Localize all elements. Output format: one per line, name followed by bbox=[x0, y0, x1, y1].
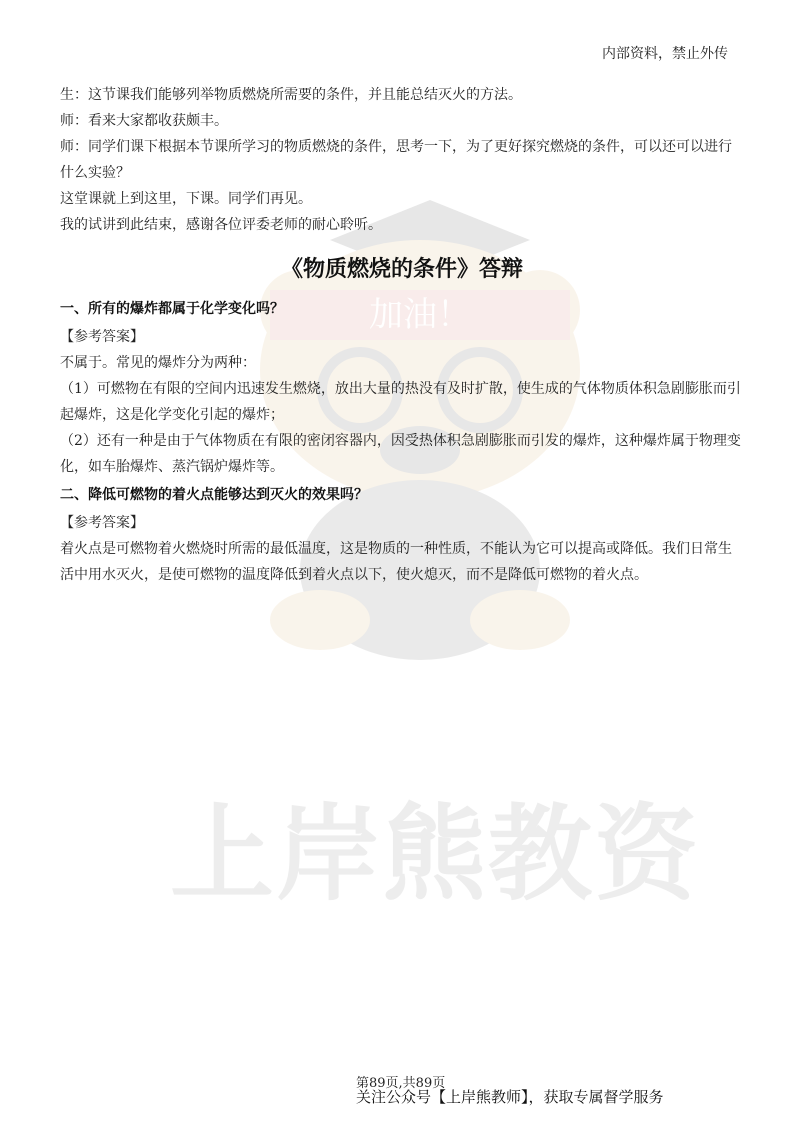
header-note: 内部资料，禁止外传 bbox=[602, 46, 728, 62]
answer-2-text: 着火点是可燃物着火燃烧时所需的最低温度，这是物质的一种性质，不能认为它可以提高或降低。我们日常生活中用水灭火，是使可燃物的温度降低到着火点以下，使火熄灭，而不是降低可燃物的着火点。 bbox=[60, 541, 732, 583]
footer-follow-text: 关注公众号【上岸熊教师】，获取专属督学服务 bbox=[356, 1088, 664, 1106]
watermark-text: 上岸熊教资 bbox=[170, 793, 701, 915]
answer-1-line: 不属于。常见的爆炸分为两种： bbox=[60, 355, 256, 371]
answer-1-line: （2）还有一种是由于气体物质在有限的密闭容器内，因受热体积急剧膨胀而引发的爆炸，这种爆炸属于物理变化，如车胎爆炸、蒸汽锅炉爆炸等。 bbox=[60, 433, 741, 475]
document-content bbox=[60, 82, 744, 588]
intro-line: 这堂课就上到这里，下课。同学们再见。 bbox=[60, 191, 312, 207]
page-number: 第89页,共89页 bbox=[356, 1076, 446, 1091]
section-title: 《物质燃烧的条件》答辩 bbox=[280, 257, 523, 282]
question-2: 二、降低可燃物的着火点能够达到灭火的效果吗？ bbox=[60, 487, 368, 503]
answer-label-1: 【参考答案】 bbox=[60, 329, 144, 345]
question-1: 一、所有的爆炸都属于化学变化吗？ bbox=[60, 301, 284, 317]
intro-line: 师：看来大家都收获颇丰。 bbox=[60, 113, 228, 129]
answer-1-line: （1）可燃物在有限的空间内迅速发生燃烧，放出大量的热没有及时扩散，使生成的气体物质体积急剧膨胀而引起爆炸，这是化学变化引起的爆炸； bbox=[60, 381, 741, 423]
answer-label-2: 【参考答案】 bbox=[60, 515, 144, 531]
intro-line: 师：同学们课下根据本节课所学习的物质燃烧的条件，思考一下，为了更好探究燃烧的条件，可以还可以进行什么实验？ bbox=[60, 139, 732, 181]
watermark-badge-text: 加油！ bbox=[369, 295, 471, 335]
intro-line: 我的试讲到此结束，感谢各位评委老师的耐心聆听。 bbox=[60, 217, 382, 233]
intro-line: 生：这节课我们能够列举物质燃烧所需要的条件，并且能总结灭火的方法。 bbox=[60, 87, 522, 103]
